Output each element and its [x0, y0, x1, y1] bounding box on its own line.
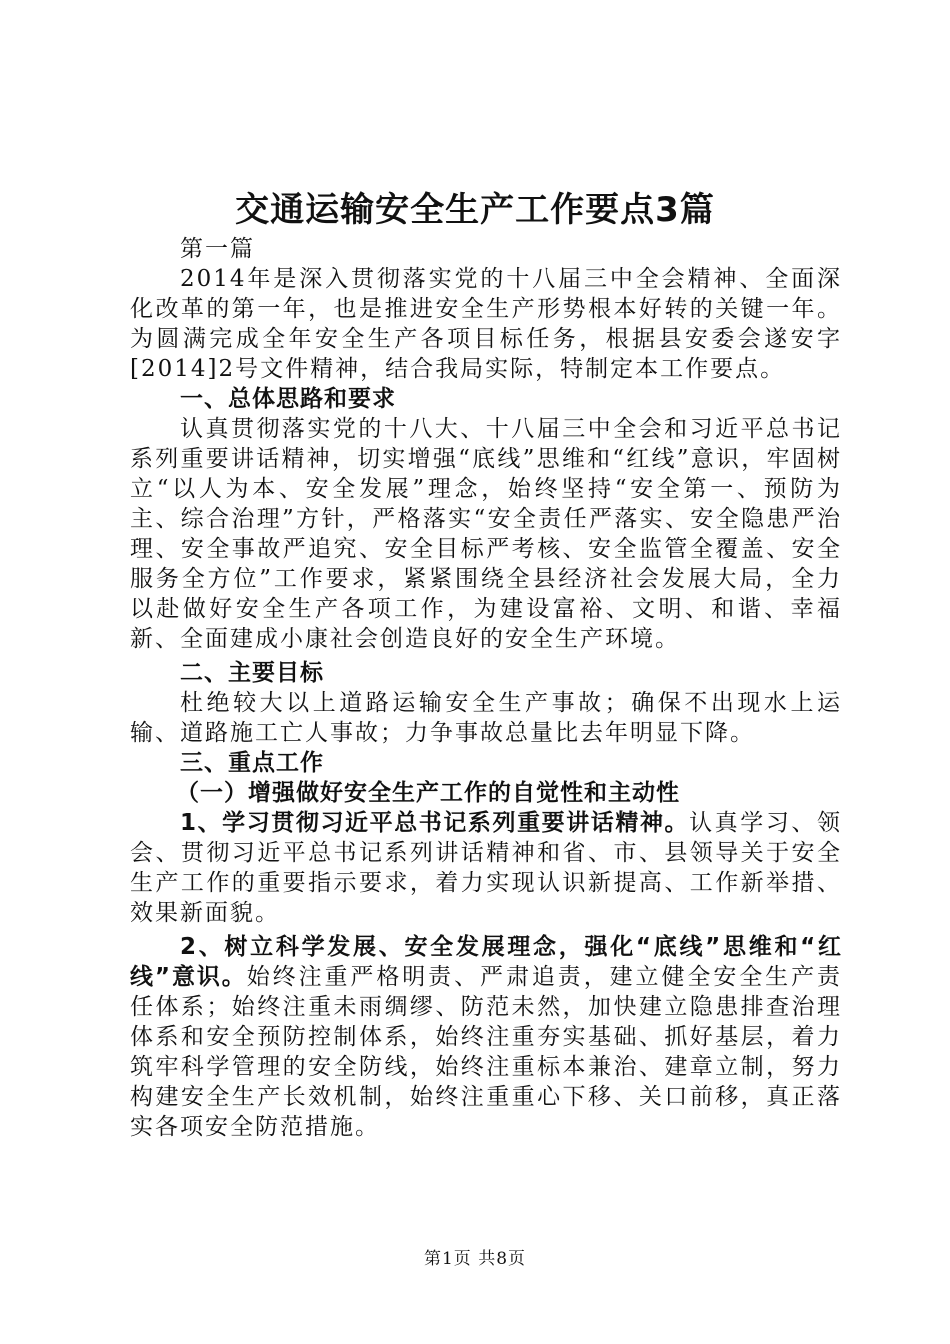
item-2-lead: 2、树立科学发展、安全发展理念，强化“底线”思维和“红线”意识。 [130, 934, 842, 990]
heading-overall-approach: 一、总体思路和要求 [180, 386, 396, 412]
item-2-text: 始终注重严格明责、严肃追责，建立健全安全生产责任体系；始终注重未雨绸缪、防范未然，加快建立隐患排查治理体系和安全预防控制体系，始终注重夯实基础、抓好基层，着力筑牢科学管理的安全防线，始终注重标本兼治、建章立制，努力构建安全生产长效机制，始终注重重心下移、关口前移，真正落实各项安全防范措施。 [130, 964, 843, 1140]
paragraph-main-goals: 杜绝较大以上道路运输安全生产事故；确保不出现水上运输、道路施工亡人事故；力争事故总量比去年明显下降。 [130, 690, 842, 746]
page-number-footer: 第1页 共8页 [423, 1249, 527, 1269]
heading-main-goals: 二、主要目标 [180, 660, 324, 686]
item-2-paragraph [130, 932, 842, 1142]
document-title: 交通运输安全生产工作要点3篇 [235, 190, 715, 230]
heading-key-work: 三、重点工作 [180, 750, 324, 776]
intro-paragraph: 2014年是深入贯彻落实党的十八届三中全会精神、全面深化改革的第一年，也是推进安全生产形势根本好转的关键一年。为圆满完成全年安全生产各项目标任务，根据县安委会遂安字[2014]2号文件精神，结合我局实际，特制定本工作要点。 [130, 266, 842, 382]
item-1-paragraph [130, 808, 842, 928]
item-1-lead: 1、学习贯彻习近平总书记系列重要讲话精神。 [180, 810, 690, 836]
section-label: 第一篇 [180, 236, 255, 262]
item-1-text: 认真学习、领会、贯彻习近平总书记系列讲话精神和省、市、县领导关于安全生产工作的重要指示要求，着力实现认识新提高、工作新举措、效果新面貌。 [130, 810, 842, 926]
paragraph-overall-approach: 认真贯彻落实党的十八大、十八届三中全会和习近平总书记系列重要讲话精神，切实增强“底线”思维和“红线”意识，牢固树立“以人为本、安全发展”理念，始终坚持“安全第一、预防为主、综合治理”方针，严格落实“安全责任严落实、安全隐患严治理、安全事故严追究、安全目标严考核、安全监管全覆盖、安全服务全方位”工作要求，紧紧围绕全县经济社会发展大局，全力以赴做好安全生产各项工作，为建设富裕、文明、和谐、幸福新、全面建成小康社会创造良好的安全生产环境。 [130, 416, 842, 652]
document-body [130, 234, 842, 1142]
subheading-awareness: （一）增强做好安全生产工作的自觉性和主动性 [176, 780, 680, 806]
